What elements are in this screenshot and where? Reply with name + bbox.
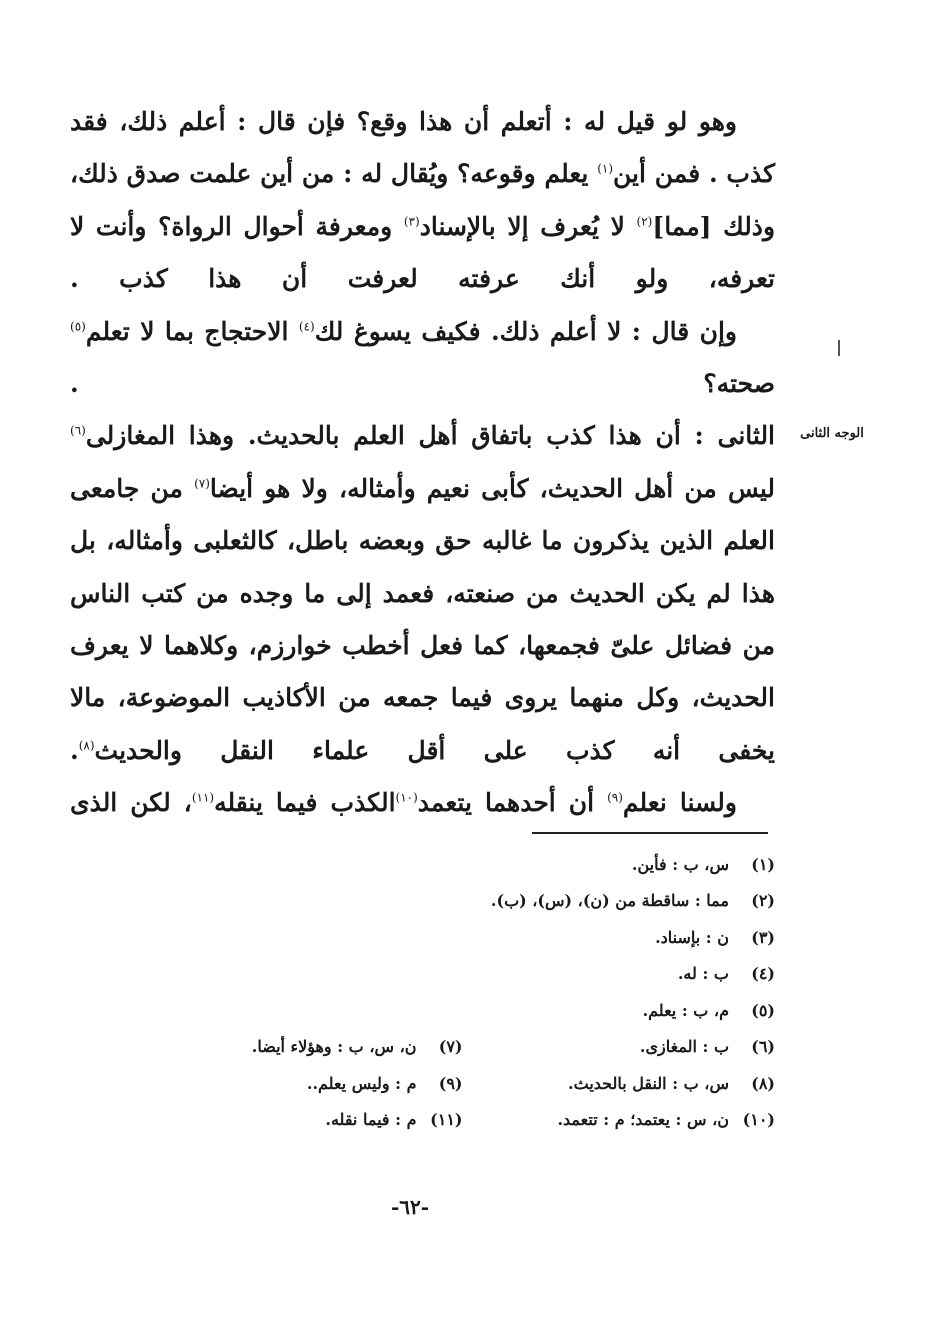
- footnote-divider: [532, 832, 768, 834]
- print-speck: [838, 340, 840, 356]
- text-run: من جامعى العلم الذين يذكرون ما غالبه حق وبعضه باطل، كالثعلبى وأمثاله، بل هذا لم يكن الحديث من صنعته، فعمد إلى ما وجده من كتب الناس من فضائل علىّ فجمعها، كما فعل أخطب خوارزم، وكلاهما لا يعرف الحديث، وكل منهما يروى فيما جمعه من الأكاذيب الموضوعة، مالا يخفى أنه كذب على أقل علماء النقل والحديث: [70, 473, 775, 765]
- footnote: [425, 928, 775, 947]
- text-run: صحته؟ .: [70, 369, 775, 399]
- footnote-text: م : وليس يعلم..: [306, 1073, 417, 1093]
- footnote: [425, 891, 775, 910]
- footnote-text: ب : له.: [677, 964, 729, 984]
- footnote-row: [150, 956, 775, 993]
- footnote-number: (٣): [751, 927, 775, 947]
- footnote: [463, 1037, 776, 1056]
- footnote-ref: (٧): [194, 476, 210, 491]
- footnote-ref: (١١): [191, 790, 215, 805]
- text-run: لا يُعرف إلا بالإسناد: [419, 211, 637, 241]
- footnote-number: (١٠): [742, 1110, 775, 1130]
- footnote-text: ن، س، ب : وهؤلاء أيضا.: [251, 1037, 417, 1057]
- footnote-row: [150, 883, 775, 920]
- footnote-number: (٥): [751, 1000, 775, 1020]
- footnote-ref: (٤): [298, 319, 315, 334]
- footnote-row: [150, 1029, 775, 1066]
- footnote: [463, 1074, 776, 1093]
- text-run: وهو لو قيل له : أتعلم أن هذا وقع؟ فإن قال : أعلم ذلك، فقد كذب . فمن أين: [70, 107, 775, 189]
- footnote-row: [150, 846, 775, 883]
- footnote-ref: (٥): [70, 319, 86, 334]
- footnote: [463, 1110, 776, 1129]
- paragraph: [70, 306, 775, 411]
- text-run: الكذب فيما ينقله: [214, 788, 396, 818]
- text-run: أن أحدهما يتعمد: [417, 788, 608, 818]
- footnote-row: [150, 1102, 775, 1139]
- text-run: ليس من أهل الحديث، كأبى نعيم وأمثاله، ولا هو أيضا: [209, 473, 775, 503]
- footnote-number: (٦): [751, 1037, 775, 1057]
- footnote-ref: (٩): [607, 790, 623, 805]
- footnote-number: (٨): [751, 1073, 775, 1093]
- section-lead: الثانى :: [680, 421, 776, 451]
- footnote-text: مما : ساقطة من (ن)، (س)، (ب).: [490, 891, 729, 911]
- footnote-row: [150, 919, 775, 956]
- footnote-ref: (١): [597, 162, 614, 177]
- footnote-text: م : فيما نقله.: [325, 1110, 417, 1130]
- footnote-row: [150, 1065, 775, 1102]
- footnote-text: س، ب : النقل بالحديث.: [568, 1073, 729, 1093]
- footnote-text: ن، س : يعتمد؛ م : تتعمد.: [557, 1110, 729, 1130]
- footnote-number: (٩): [438, 1073, 463, 1093]
- text-run: ، لكن الذى: [70, 788, 192, 818]
- footnote-text: م، ب : يعلم.: [642, 1000, 729, 1020]
- footnote-ref: (١٠): [395, 790, 418, 805]
- footnote-ref: (٢): [636, 214, 653, 229]
- paragraph: [70, 777, 775, 829]
- footnote: [425, 855, 775, 874]
- footnote: [150, 1110, 463, 1129]
- main-text: [70, 96, 775, 830]
- text-run: يعلم وقوعه؟ ويُقال له : من أين علمت صدق ذلك، وذلك [مما]: [70, 159, 776, 241]
- paragraph: [70, 410, 775, 777]
- footnote: [425, 1001, 775, 1020]
- text-run: ومعرفة أحوال الرواة؟ وأنت لا تعرفه، ولو أنك عرفته لعرفت أن هذا كذب .: [70, 211, 775, 294]
- footnote: [425, 964, 775, 983]
- footnote-row: [150, 992, 775, 1029]
- footnote-number: (١١): [430, 1110, 463, 1130]
- text-run: الاحتجاج بما لا تعلم: [85, 316, 299, 346]
- footnote: [150, 1074, 463, 1093]
- text-run: .: [70, 735, 79, 765]
- footnote-number: (١): [751, 854, 775, 874]
- footnote-number: (٤): [751, 964, 775, 984]
- footnote-number: (٧): [438, 1037, 463, 1057]
- footnote-ref: (٦): [70, 424, 86, 439]
- footnote-text: ن : بإسناد.: [655, 927, 729, 947]
- paragraph: [70, 96, 775, 306]
- footnote-ref: (٣): [403, 214, 420, 229]
- footnote-ref: (٨): [78, 738, 95, 753]
- page-number: -٦٢-: [390, 1195, 430, 1219]
- text-run: أن هذا كذب باتفاق أهل العلم بالحديث. وهذا المغازلى: [85, 421, 681, 451]
- footnote-number: (٢): [751, 891, 775, 911]
- margin-note: الوجه الثانى: [800, 426, 864, 441]
- text-run: ولسنا نعلم: [622, 788, 737, 818]
- footnote-text: س، ب : فأين.: [631, 854, 729, 874]
- footnotes: [150, 846, 775, 1138]
- text-run: وإن قال : لا أعلم ذلك. فكيف يسوغ لك: [314, 316, 737, 346]
- footnote-text: ب : المغازى.: [639, 1037, 729, 1057]
- footnote: [150, 1037, 463, 1056]
